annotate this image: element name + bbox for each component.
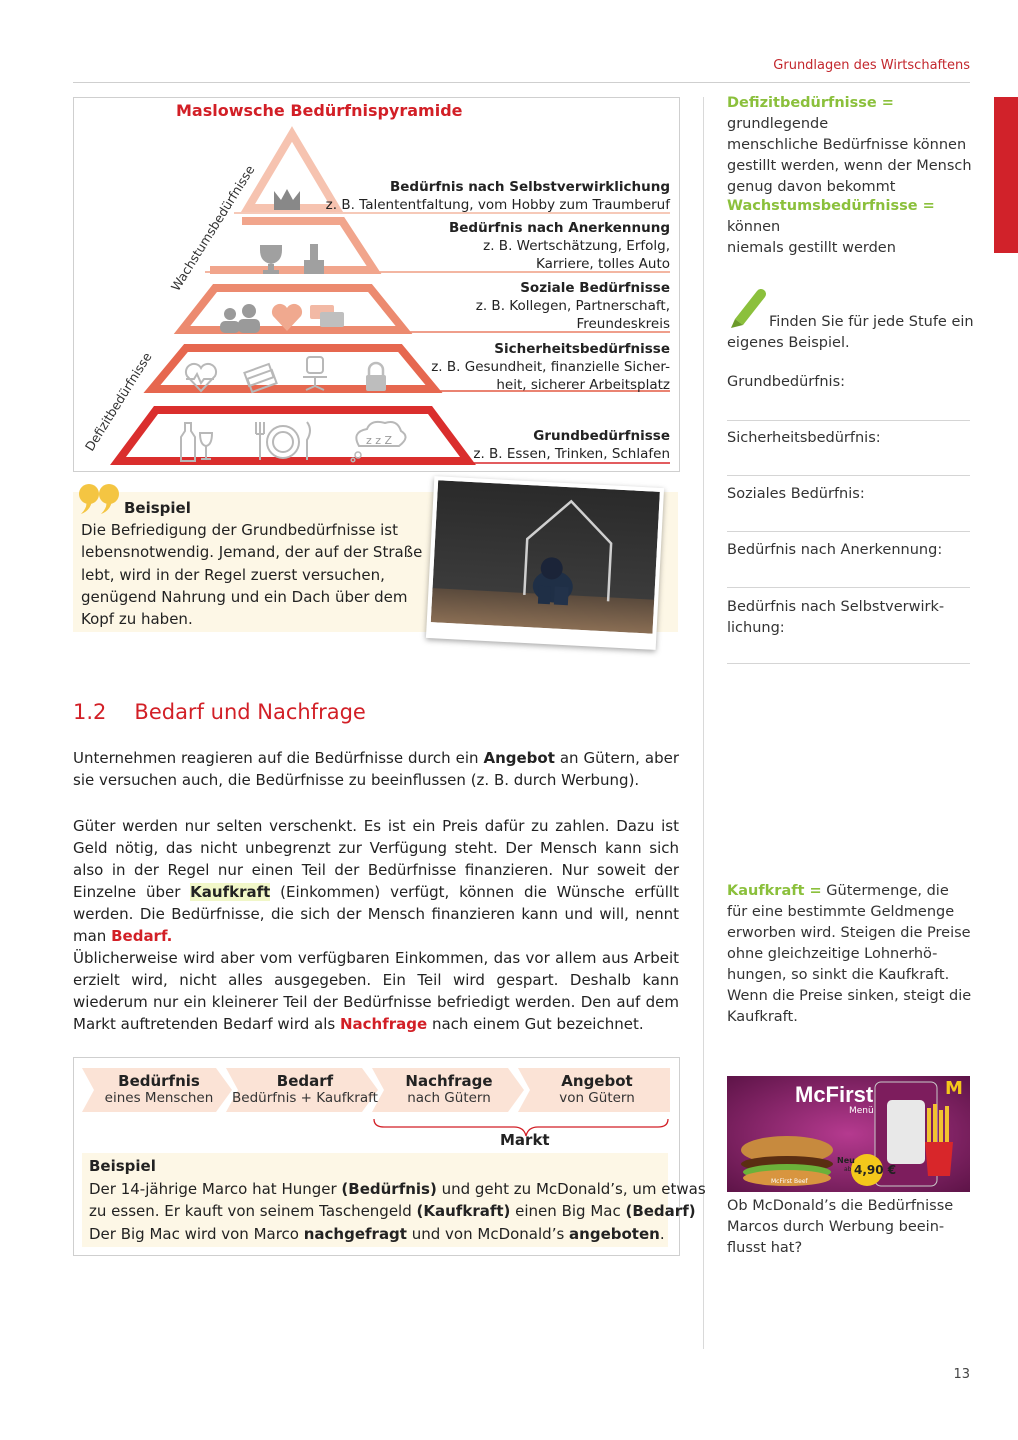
ad-menu: Menü xyxy=(849,1106,874,1116)
lock-icon xyxy=(366,363,386,391)
level-safety xyxy=(431,340,670,394)
level-title: Bedürfnis nach Anerkennung xyxy=(448,220,670,236)
section-heading xyxy=(73,700,366,724)
answer-line-grund[interactable] xyxy=(727,420,970,421)
answer-line-sicherheit[interactable] xyxy=(727,475,970,476)
example-line: lebt, wird in der Regel zuerst versuchen, xyxy=(81,565,385,584)
task-instruction: Finden Sie für jede Stufe ein eigenes Beispiel. xyxy=(727,314,974,351)
level-esteem xyxy=(449,219,670,273)
field-label-selbstverwirklichung: Bedürfnis nach Selbstverwirk- lichung: xyxy=(727,599,945,636)
definition-term: Defizitbedürfnisse = xyxy=(727,95,894,111)
crown-icon xyxy=(274,189,300,210)
section-number: 1.2 xyxy=(73,700,107,724)
level-basic xyxy=(473,427,670,463)
sleep-text: z z Z xyxy=(366,434,393,447)
chapter-tab-marker xyxy=(994,97,1018,253)
photo-scene xyxy=(431,480,660,633)
flow-step-sub: nach Gütern xyxy=(407,1090,491,1106)
homeless-photo xyxy=(426,476,664,650)
ad-price-new: Neu xyxy=(837,1156,855,1165)
term-angebot: Angebot xyxy=(483,749,555,767)
example-line: genügend Nahrung und ein Dach über dem xyxy=(81,587,408,606)
page-number: 13 xyxy=(953,1367,970,1382)
sleep-icon xyxy=(351,422,405,462)
paragraph-2: Güter werden nur selten verschenkt. Es ist ein Preis dafür zu zahlen. Dazu ist Geld nötig, das nicht unbegrenzt zur Verfügung steht. Der Mensch kann sich also in der Regel nur einen Teil der Bedürfnisse finanzieren. Nur soweit der Einzelne über Kaufkraft (Einkommen) verfügt, können die Wünsche erfüllt werden. Die Bedürfnisse, die sich der Mensch finanzieren kann und will, nennt man Bedarf. xyxy=(73,817,679,945)
chat-icon xyxy=(310,305,344,327)
mcdonalds-logo-icon: M xyxy=(945,1078,963,1099)
flow-step-label: Bedarf xyxy=(276,1072,334,1090)
example-line: Kopf zu haben. xyxy=(81,610,193,629)
definition-deficit: Defizitbedürfnisse = grundlegende menschliche Bedürfnisse können gestillt werden, wenn der Mensch genug davon bekommt xyxy=(727,95,972,195)
ad-tagline: McFirst Beef xyxy=(771,1178,808,1185)
pyramid-title: Maslowsche Bedürfnispyramide xyxy=(176,101,463,120)
quote-icon xyxy=(78,483,122,515)
answer-line-selbstverwirklichung[interactable] xyxy=(727,663,970,664)
level-desc: Freundeskreis xyxy=(576,316,670,332)
level-desc: z. B. Gesundheit, finanzielle Sicher- xyxy=(431,359,670,375)
paragraph-1: Unternehmen reagieren auf die Bedürfnisse durch ein Angebot an Gütern, aber sie versuchen auch, die Bedürfnisse zu beeinflussen (z. B. durch Werbung). xyxy=(73,749,679,789)
margin-rule xyxy=(703,97,704,1349)
level-social xyxy=(476,279,670,333)
level-desc: z. B. Talententfaltung, vom Hobby zum Traumberuf xyxy=(325,197,670,213)
flow-step-sub: Bedürfnis + Kaufkraft xyxy=(232,1090,378,1106)
example-line: Die Befriedigung der Grundbedürfnisse ist xyxy=(81,521,398,539)
term-bedarf: Bedarf. xyxy=(111,927,173,945)
answer-line-sozial[interactable] xyxy=(727,531,970,532)
flow-step-sub: eines Menschen xyxy=(104,1090,214,1106)
example-text xyxy=(81,519,422,630)
level-desc: z. B. Wertschätzung, Erfolg, xyxy=(483,238,670,254)
field-label-anerkennung: Bedürfnis nach Anerkennung: xyxy=(727,542,943,558)
definition-term: Wachstumsbedürfnisse = xyxy=(727,198,935,214)
mcdonalds-ad xyxy=(727,1076,970,1192)
level-desc: heit, sicherer Arbeitsplatz xyxy=(496,377,670,393)
header-rule xyxy=(73,82,970,83)
field-label-sozial: Soziales Bedürfnis: xyxy=(727,486,865,502)
level-title: Sicherheitsbedürfnisse xyxy=(494,341,670,357)
level-title: Soziale Bedürfnisse xyxy=(520,280,670,296)
people-icon xyxy=(220,304,260,333)
plate-cutlery-icon xyxy=(256,422,310,460)
growth-needs-label: Wachstumsbedürfnisse xyxy=(167,162,258,294)
definition-term: Kaufkraft = xyxy=(727,883,822,899)
drinks-icon xyxy=(181,423,212,461)
flow-example-text: Der 14-jährige Marco hat Hunger (Bedürfnis) und geht zu McDonald’s, um etwas zu essen. Er kauft von seinem Taschengeld (Kaufkraft) einen Big Mac (Bedarf) Der Big Mac wird von Marco nachgefragt und von McDonald’s angeboten. xyxy=(89,1180,706,1243)
definition-growth: Wachstumsbedürfnisse = können niemals gestillt werden xyxy=(727,198,935,256)
example-heading: Beispiel xyxy=(124,499,191,517)
ad-caption: Ob McDonald’s die Bedürfnisse Marcos durch Werbung beein- flusst hat? xyxy=(727,1198,954,1256)
level-desc: z. B. Essen, Trinken, Schlafen xyxy=(473,446,670,462)
flow-step-3 xyxy=(376,1072,522,1106)
term-nachfrage: Nachfrage xyxy=(339,1015,428,1033)
flow-step-sub: von Gütern xyxy=(559,1090,635,1106)
example-line: lebensnotwendig. Jemand, der auf der Straße xyxy=(81,543,423,562)
flow-example-heading: Beispiel xyxy=(89,1157,156,1175)
paragraph-3: Üblicherweise wird aber vom verfügbaren Einkommen, das vor allem aus Arbeit erzielt wird, nicht alles ausgegeben. Ein Teil wird gespart. Deshalb kann wiederum nur ein kleinerer Teil der Bedürfnisse befriedigt werden. Den auf dem Markt auftretenden Bedarf wird als Nachfrage nach einem Gut bezeichnet. xyxy=(73,949,679,1033)
level-title: Bedürfnis nach Selbstverwirklichung xyxy=(389,179,670,195)
market-label: Markt xyxy=(500,1131,550,1149)
level-title: Grundbedürfnisse xyxy=(533,428,670,444)
running-header: Grundlagen des Wirtschaftens xyxy=(773,58,970,73)
term-kaufkraft: Kaufkraft xyxy=(190,883,271,901)
flow-step-4 xyxy=(524,1072,670,1106)
flow-step-label: Nachfrage xyxy=(405,1072,493,1090)
level-desc: Karriere, tolles Auto xyxy=(536,256,670,272)
definition-kaufkraft: Kaufkraft = Gütermenge, die für eine bestimmte Geldmenge erworben wird. Steigen die Preise ohne gleichzeitige Lohnerhö- hungen, so sinkt die Kaufkraft. Wenn die Preise sinken, steigt die Kaufkraft. xyxy=(727,883,972,1025)
ad-price: 4,90 € xyxy=(854,1163,897,1177)
section-title: Bedarf und Nachfrage xyxy=(134,700,366,724)
field-label-sicherheit: Sicherheitsbedürfnis: xyxy=(727,430,881,446)
ad-price-from: ab xyxy=(844,1166,852,1173)
answer-line-anerkennung[interactable] xyxy=(727,587,970,588)
ad-brand: McFirst xyxy=(795,1082,874,1107)
flow-step-label: Bedürfnis xyxy=(118,1072,200,1090)
level-desc: z. B. Kollegen, Partnerschaft, xyxy=(475,298,670,314)
deficit-needs-label: Defizitbedürfnisse xyxy=(81,349,155,454)
level-self-actualization xyxy=(326,178,670,214)
field-label-grund: Grundbedürfnis: xyxy=(727,374,846,390)
flow-step-2 xyxy=(232,1072,378,1106)
podium-icon xyxy=(304,244,324,274)
flow-step-1 xyxy=(86,1072,232,1106)
flow-step-label: Angebot xyxy=(561,1072,633,1090)
